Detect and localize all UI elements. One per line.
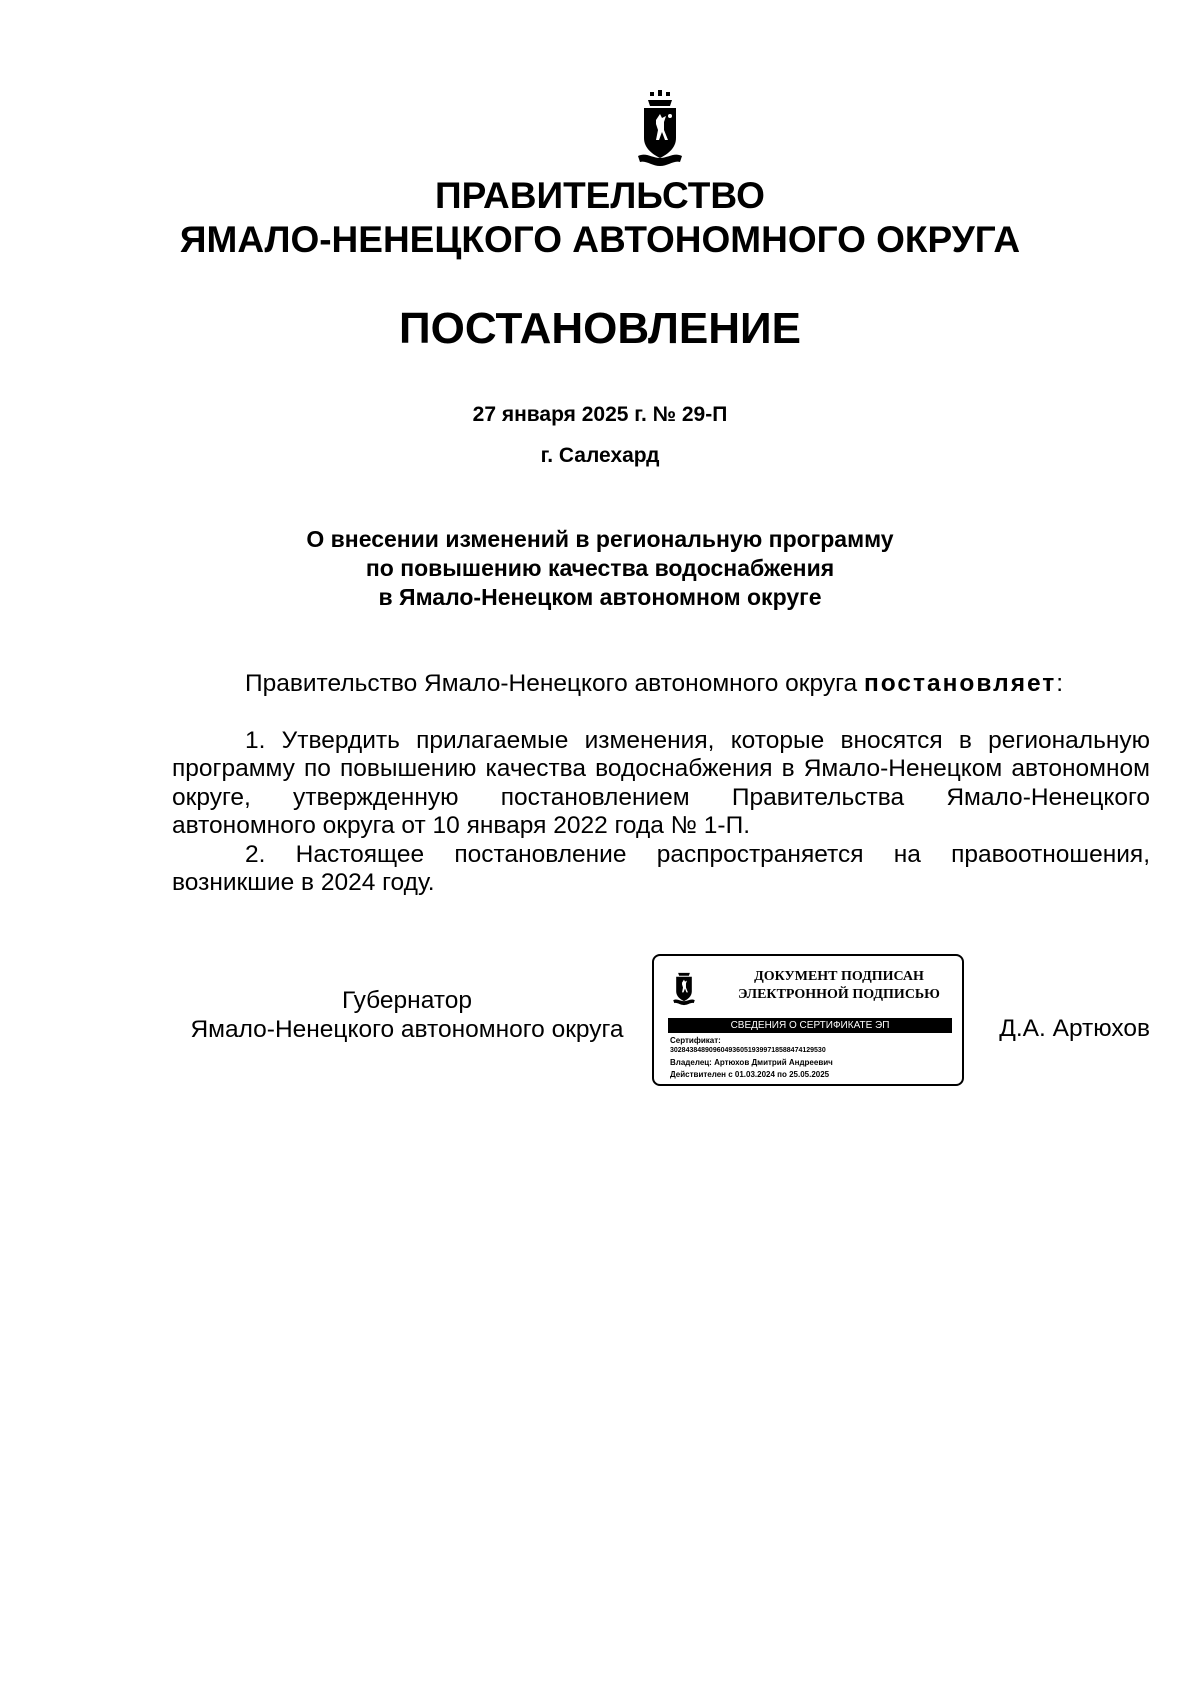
position-line-1: Губернатор bbox=[342, 987, 472, 1014]
cert-validity: Действителен с 01.03.2024 по 25.05.2025 bbox=[670, 1070, 830, 1079]
position-line-2: Ямало-Ненецкого автономного округа bbox=[190, 1016, 624, 1043]
preamble-verb: постановляет bbox=[863, 670, 1057, 697]
subject-line: О внесении изменений в региональную программу bbox=[306, 526, 894, 552]
signatory-name: Д.А. Артюхов bbox=[999, 1015, 1150, 1042]
city: г. Салехард bbox=[540, 444, 660, 467]
stamp-title-1: ДОКУМЕНТ ПОДПИСАН bbox=[754, 969, 924, 984]
cert-owner: Владелец: Артюхов Дмитрий Андреевич bbox=[670, 1058, 833, 1067]
signatory-position bbox=[172, 986, 642, 1044]
document-body bbox=[172, 670, 1150, 898]
stamp-title bbox=[724, 968, 954, 1004]
preamble-end: : bbox=[1056, 670, 1064, 697]
government-title bbox=[0, 174, 1200, 262]
certificate-bar: СВЕДЕНИЯ О СЕРТИФИКАТЕ ЭП bbox=[668, 1018, 952, 1033]
subject-line: по повышению качества водоснабжения bbox=[365, 555, 835, 581]
stamp-title-2: ЭЛЕКТРОННОЙ ПОДПИСЬЮ bbox=[738, 987, 940, 1002]
subject-line: в Ямало-Ненецком автономном округе bbox=[378, 584, 822, 610]
preamble-text: Правительство Ямало-Ненецкого автономного округа bbox=[245, 670, 864, 697]
coat-of-arms-emblem bbox=[636, 86, 684, 172]
date-number: 27 января 2025 г. № 29-П bbox=[472, 403, 728, 426]
cert-label: Сертификат: bbox=[670, 1036, 721, 1045]
item-2: 2. Настоящее постановление распространяется на правоотношения, возникшие в 2024 году. bbox=[172, 840, 1150, 896]
preamble bbox=[172, 670, 1150, 699]
cert-number: 3028438489096049360519399718588474129530 bbox=[670, 1047, 826, 1054]
document-subject bbox=[0, 525, 1200, 612]
item-1: 1. Утвердить прилагаемые изменения, которые вносятся в региональную программу по повышению качества водоснабжения в Ямало-Ненецком автономном округе, утвержденную постановлением Правительства Ямало-Ненецкого автономного округа от 10 января 2022 года № 1-П. bbox=[172, 726, 1150, 839]
title-line-1: ПРАВИТЕЛЬСТВО bbox=[435, 175, 765, 216]
electronic-signature-stamp bbox=[652, 954, 964, 1086]
title-line-2: ЯМАЛО-НЕНЕЦКОГО АВТОНОМНОГО ОКРУГА bbox=[179, 219, 1021, 260]
stamp-emblem-icon bbox=[672, 966, 696, 1008]
document-type: ПОСТАНОВЛЕНИЕ bbox=[398, 304, 802, 353]
